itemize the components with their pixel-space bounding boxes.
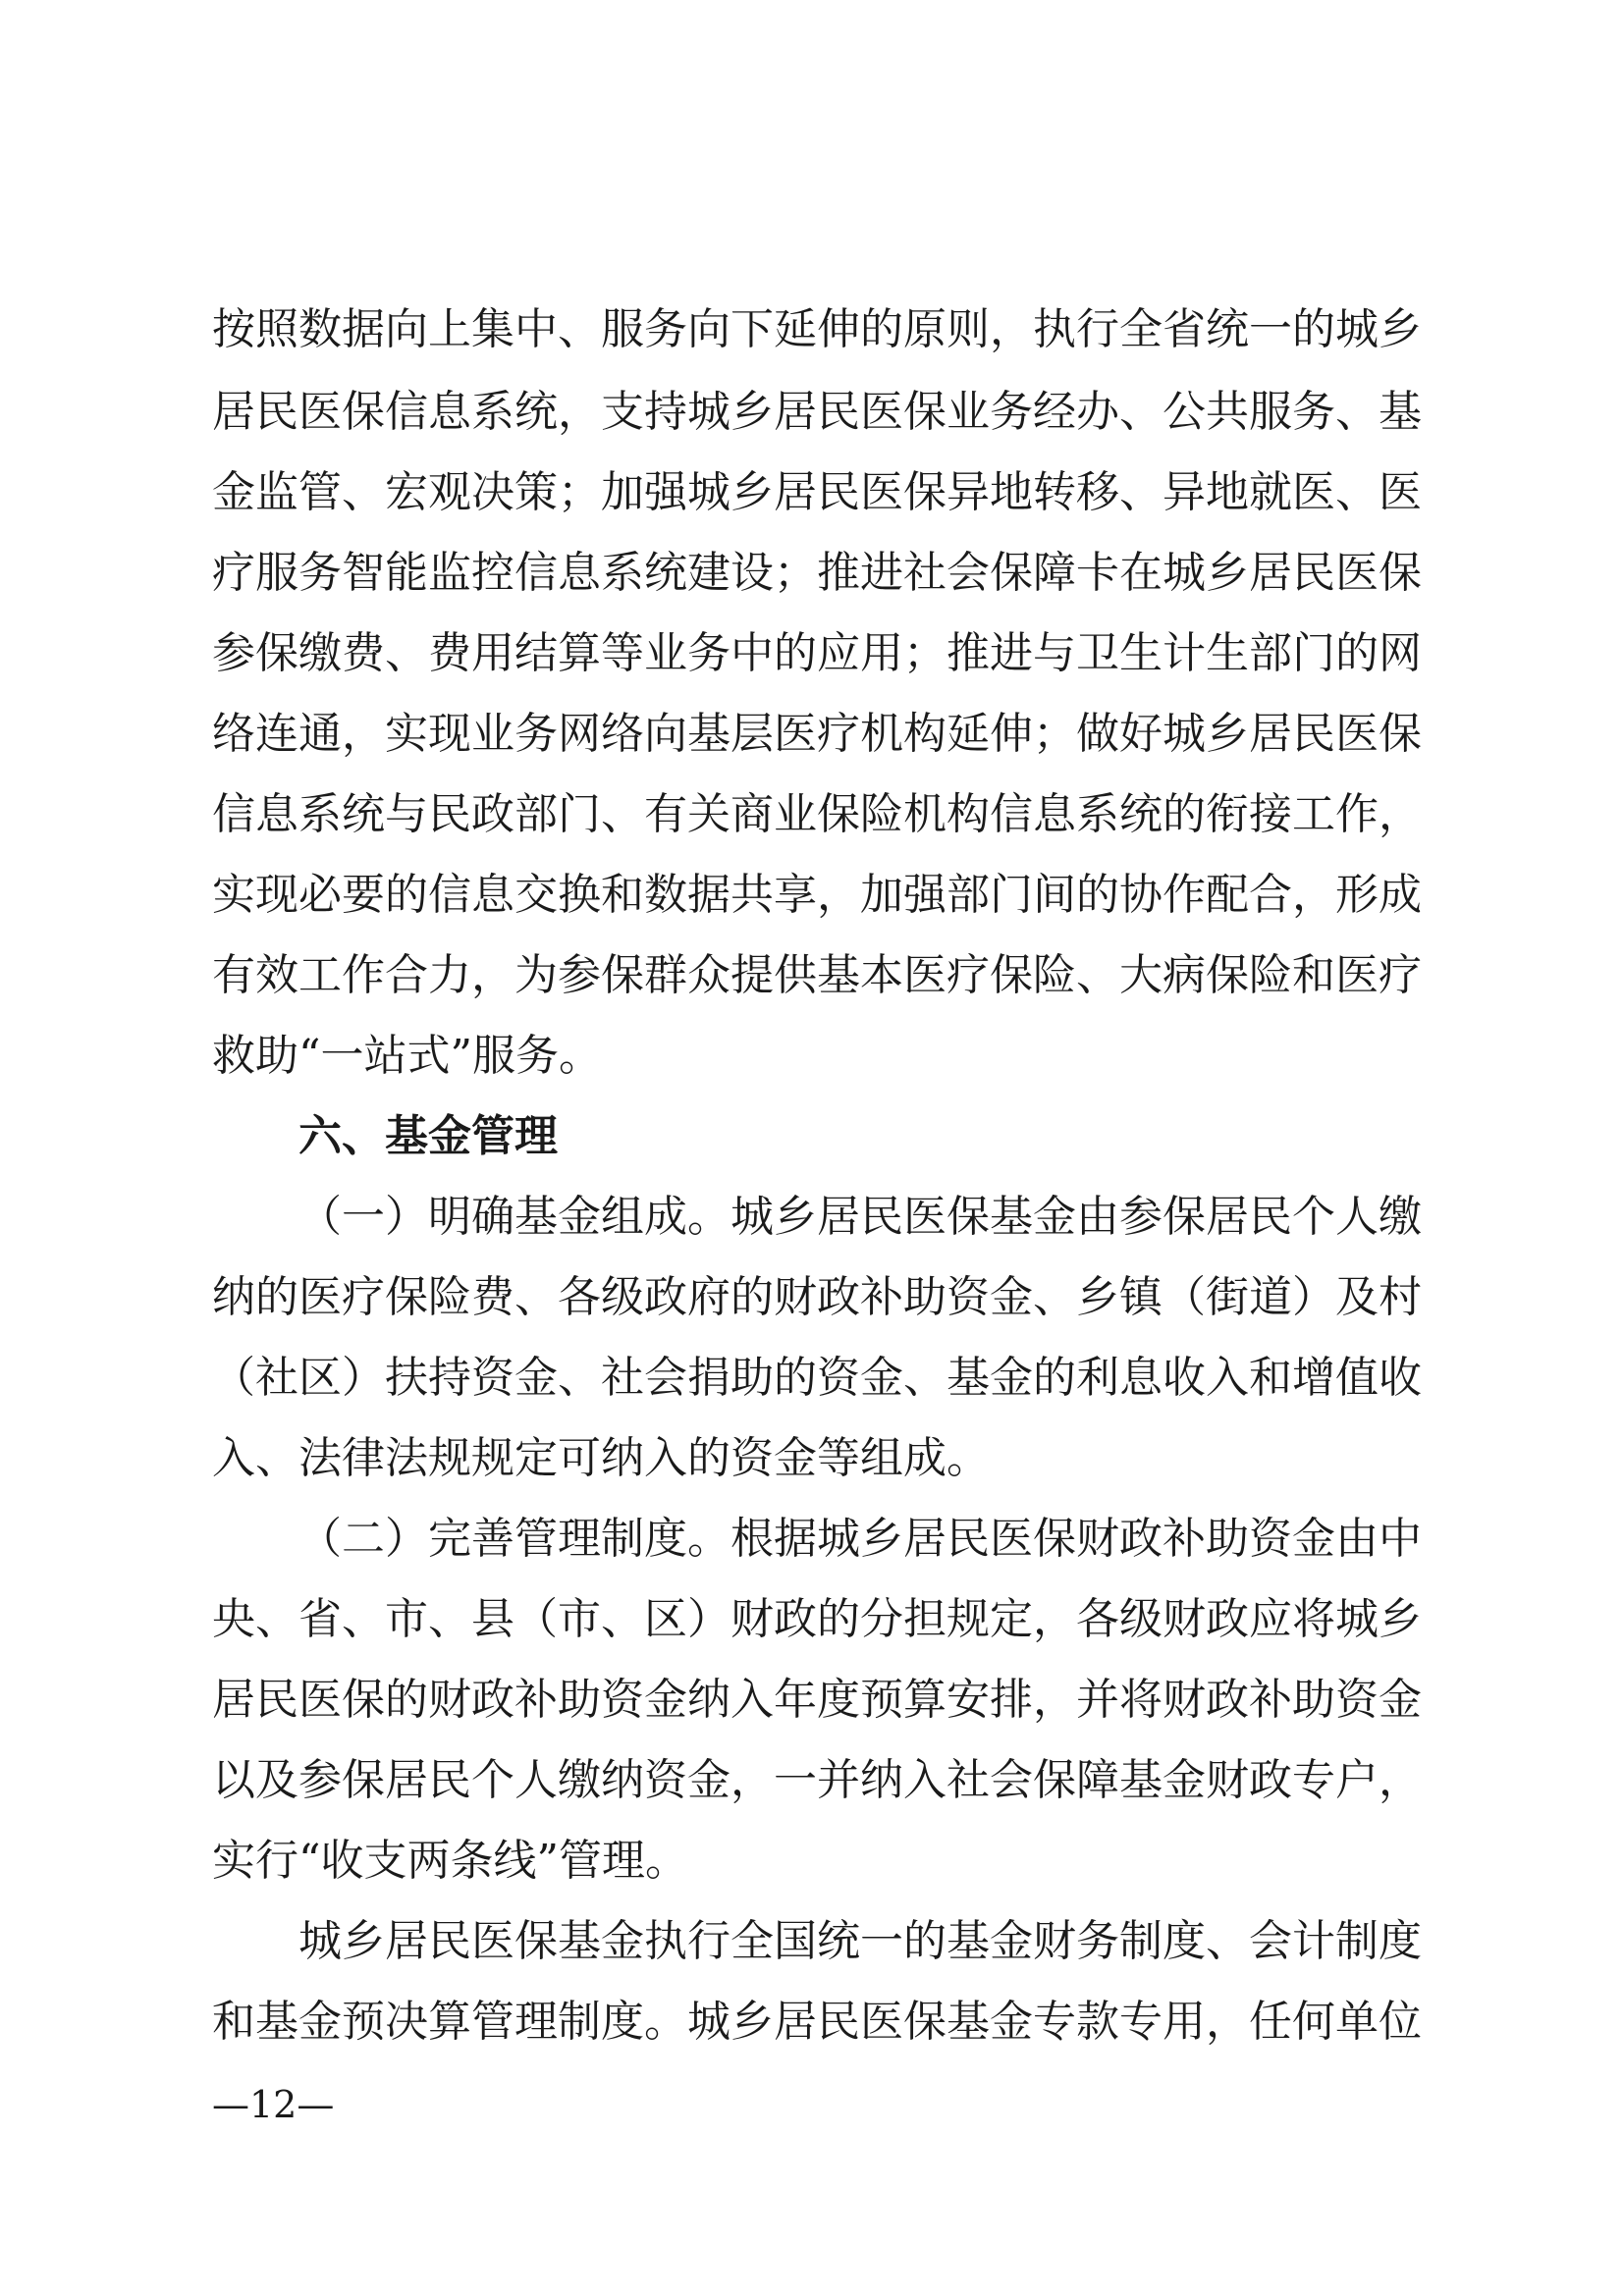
paragraph-line-5: 参保缴费、费用结算等业务中的应用；推进与卫生计生部门的网: [212, 628, 1422, 678]
paragraph-line-6: 络连通，实现业务网络向基层医疗机构延伸；做好城乡居民医保: [212, 709, 1422, 759]
paragraph-line-3: 金监管、宏观决策；加强城乡居民医保异地转移、异地就医、医: [212, 467, 1422, 517]
paragraph-line-13: 纳的医疗保险费、各级政府的财政补助资金、乡镇（街道）及村: [212, 1272, 1422, 1322]
paragraph-line-10: 救助“一站式”服务。: [212, 1031, 602, 1081]
paragraph-line-12: （一）明确基金组成。城乡居民医保基金由参保居民个人缴: [298, 1192, 1422, 1242]
paragraph-line-21: 城乡居民医保基金执行全国统一的基金财务制度、会计制度: [298, 1916, 1422, 1966]
paragraph-line-2: 居民医保信息系统，支持城乡居民医保业务经办、公共服务、基: [212, 387, 1422, 437]
paragraph-line-4: 疗服务智能监控信息系统建设；推进社会保障卡在城乡居民医保: [212, 548, 1422, 598]
page-number: —12—: [212, 2083, 335, 2126]
paragraph-line-20: 实行“收支两条线”管理。: [212, 1836, 688, 1886]
paragraph-line-22: 和基金预决算管理制度。城乡居民医保基金专款专用，任何单位: [212, 1997, 1422, 2047]
paragraph-line-8: 实现必要的信息交换和数据共享，加强部门间的协作配合，形成: [212, 870, 1422, 920]
paragraph-line-18: 居民医保的财政补助资金纳入年度预算安排，并将财政补助资金: [212, 1675, 1422, 1725]
paragraph-line-19: 以及参保居民个人缴纳资金，一并纳入社会保障基金财政专户，: [212, 1755, 1422, 1805]
section-heading: 六、基金管理: [298, 1111, 558, 1161]
paragraph-line-9: 有效工作合力，为参保群众提供基本医疗保险、大病保险和医疗: [212, 950, 1422, 1000]
paragraph-line-17: 央、省、市、县（市、区）财政的分担规定，各级财政应将城乡: [212, 1594, 1422, 1644]
paragraph-line-7: 信息系统与民政部门、有关商业保险机构信息系统的衔接工作，: [212, 789, 1422, 839]
paragraph-line-16: （二）完善管理制度。根据城乡居民医保财政补助资金由中: [298, 1514, 1422, 1564]
paragraph-line-15: 入、法律法规规定可纳入的资金等组成。: [212, 1433, 990, 1483]
paragraph-line-1: 按照数据向上集中、服务向下延伸的原则，执行全省统一的城乡: [212, 304, 1422, 354]
paragraph-line-14: （社区）扶持资金、社会捐助的资金、基金的利息收入和增值收: [212, 1353, 1422, 1403]
